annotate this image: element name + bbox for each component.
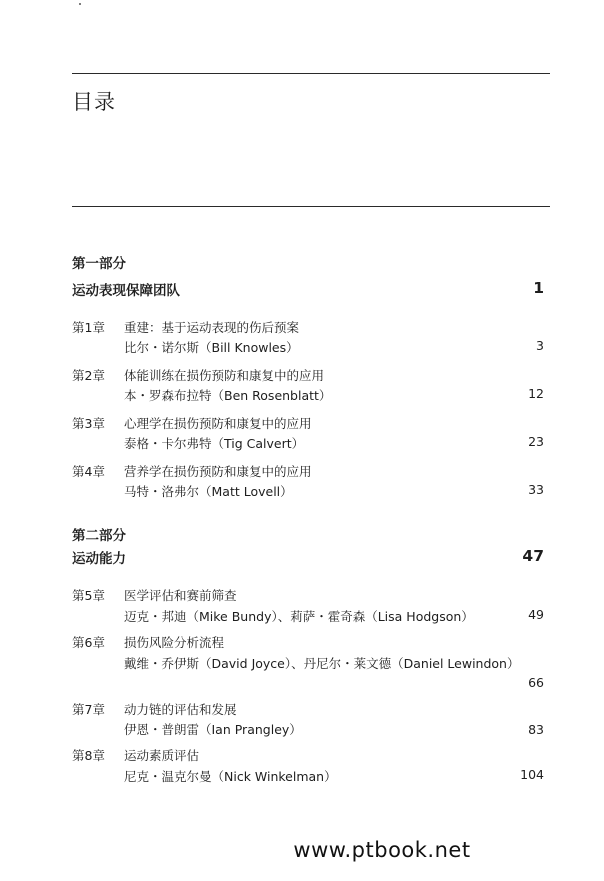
chapter-6-number: 第6章: [72, 635, 105, 650]
chapter-2-page: 12: [528, 386, 544, 401]
chapter-5-author: 迈克・邦迪（Mike Bundy）、莉萨・霍奇森（Lisa Hodgson）: [124, 609, 474, 624]
chapter-3-number: 第3章: [72, 416, 105, 431]
chapter-1-title[interactable]: 重建：基于运动表现的伤后预案: [124, 320, 300, 335]
chapter-2-author: 本・罗森布拉特（Ben Rosenblatt）: [124, 388, 332, 403]
chapter-2-title[interactable]: 体能训练在损伤预防和康复中的应用: [124, 368, 325, 383]
chapter-4-page: 33: [528, 482, 544, 497]
chapter-5-page: 49: [528, 607, 544, 622]
chapter-7-page: 83: [528, 722, 544, 737]
chapter-1-author: 比尔・诺尔斯（Bill Knowles）: [124, 340, 299, 355]
chapter-2-number: 第2章: [72, 368, 105, 383]
chapter-5-number: 第5章: [72, 588, 105, 603]
chapter-4-title[interactable]: 营养学在损伤预防和康复中的应用: [124, 464, 312, 479]
chapter-3-page: 23: [528, 434, 544, 449]
chapter-8-author: 尼克・温克尔曼（Nick Winkelman）: [124, 769, 337, 784]
watermark-url: www.ptbook.net: [293, 838, 471, 862]
chapter-3-title[interactable]: 心理学在损伤预防和康复中的应用: [124, 416, 312, 431]
chapter-4-author: 马特・洛弗尔（Matt Lovell）: [124, 484, 293, 499]
part-2-page: 47: [522, 547, 544, 565]
chapter-6-page: 66: [528, 675, 544, 690]
part-1-label: 第一部分: [72, 256, 126, 272]
part-2-title[interactable]: 运动能力: [72, 551, 126, 567]
part-2-label: 第二部分: [72, 528, 126, 544]
part-1-title[interactable]: 运动表现保障团队: [72, 283, 180, 299]
chapter-7-number: 第7章: [72, 702, 105, 717]
top-rule: [72, 73, 550, 74]
chapter-7-title[interactable]: 动力链的评估和发展: [124, 702, 237, 717]
chapter-1-page: 3: [536, 338, 544, 353]
chapter-4-number: 第4章: [72, 464, 105, 479]
scan-speck: [79, 3, 81, 5]
part-1-page: 1: [533, 279, 544, 297]
chapter-3-author: 泰格・卡尔弗特（Tig Calvert）: [124, 436, 305, 451]
chapter-5-title[interactable]: 医学评估和赛前筛查: [124, 588, 237, 603]
chapter-8-title[interactable]: 运动素质评估: [124, 748, 200, 763]
chapter-8-number: 第8章: [72, 748, 105, 763]
title-bottom-rule: [72, 206, 550, 207]
chapter-6-title[interactable]: 损伤风险分析流程: [124, 635, 225, 650]
chapter-6-author: 戴维・乔伊斯（David Joyce）、丹尼尔・莱文德（Daniel Lewindon）: [124, 656, 520, 671]
chapter-7-author: 伊恩・普朗雷（Ian Prangley）: [124, 722, 302, 737]
chapter-1-number: 第1章: [72, 320, 105, 335]
page-title: 目录: [72, 90, 116, 114]
chapter-8-page: 104: [520, 767, 544, 782]
